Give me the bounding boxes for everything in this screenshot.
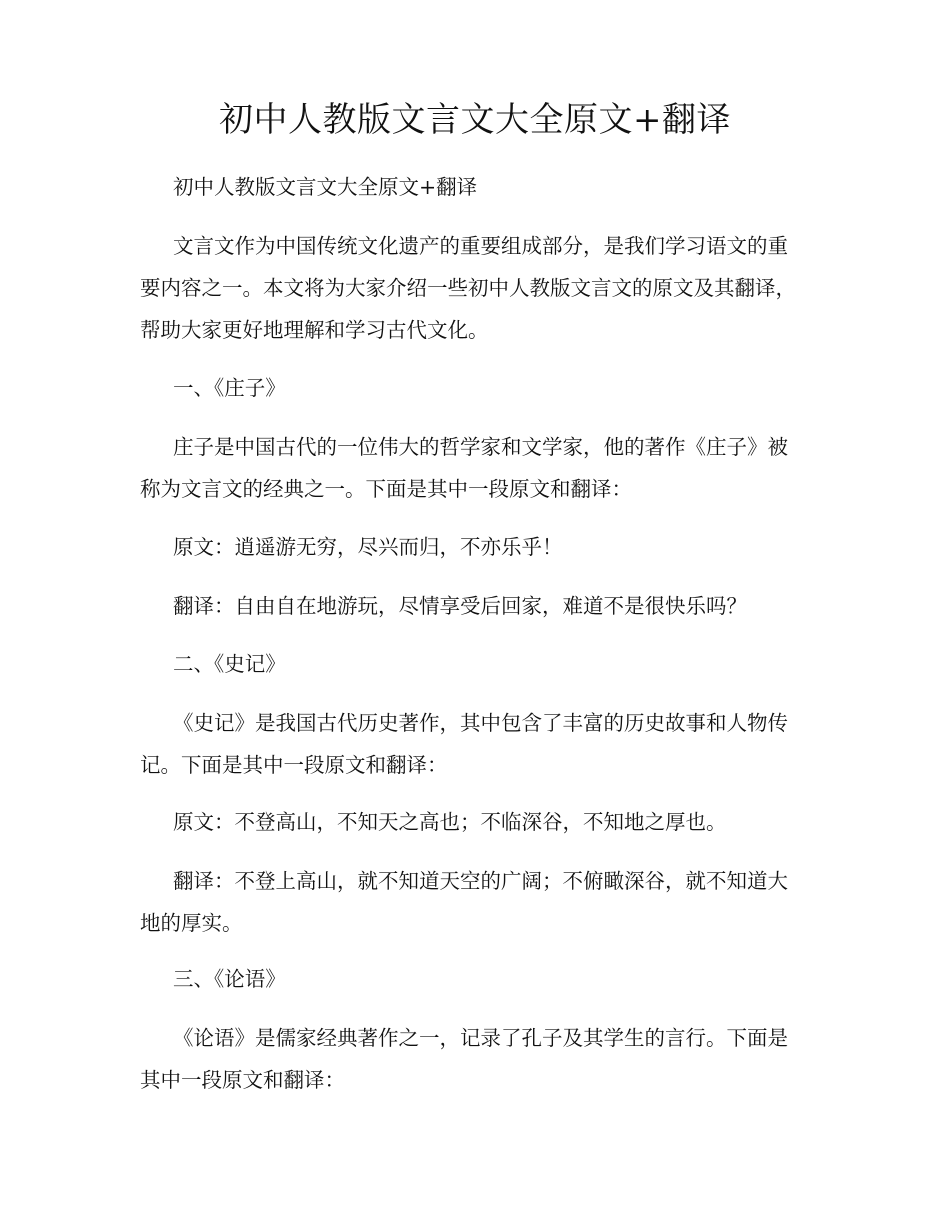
shiji-translation: 翻译：不登上高山，就不知道天空的广阔；不俯瞰深谷，就不知道大地的厚实。 (140, 869, 788, 935)
section-heading-zhuangzi: 一、《庄子》 (173, 376, 286, 400)
intro-paragraph: 文言文作为中国传统文化遗产的重要组成部分，是我们学习语文的重要内容之一。本文将为大家介绍一些初中人教版文言文的原文及其翻译，帮助大家更好地理解和学习古代文化。 (140, 234, 796, 342)
zhuangzi-intro-paragraph: 庄子是中国古代的一位伟大的哲学家和文学家，他的著作《庄子》被称为文言文的经典之一。下面是其中一段原文和翻译： (140, 435, 788, 501)
shiji-intro-paragraph: 《史记》是我国古代历史著作，其中包含了丰富的历史故事和人物传记。下面是其中一段原文和翻译： (140, 711, 788, 777)
document-title: 初中人教版文言文大全原文+翻译 (219, 100, 731, 140)
lunyu-intro-paragraph: 《论语》是儒家经典著作之一，记录了孔子及其学生的言行。下面是其中一段原文和翻译： (140, 1026, 788, 1092)
section-heading-lunyu: 三、《论语》 (173, 967, 286, 991)
zhuangzi-translation: 翻译：自由自在地游玩，尽情享受后回家，难道不是很快乐吗？ (173, 594, 747, 618)
zhuangzi-original-text: 原文：逍遥游无穷，尽兴而归，不亦乐乎！ (173, 535, 563, 559)
shiji-original-text: 原文：不登高山，不知天之高也；不临深谷，不知地之厚也。 (173, 810, 727, 834)
section-heading-shiji: 二、《史记》 (173, 652, 286, 676)
subtitle-paragraph: 初中人教版文言文大全原文+翻译 (173, 175, 478, 199)
